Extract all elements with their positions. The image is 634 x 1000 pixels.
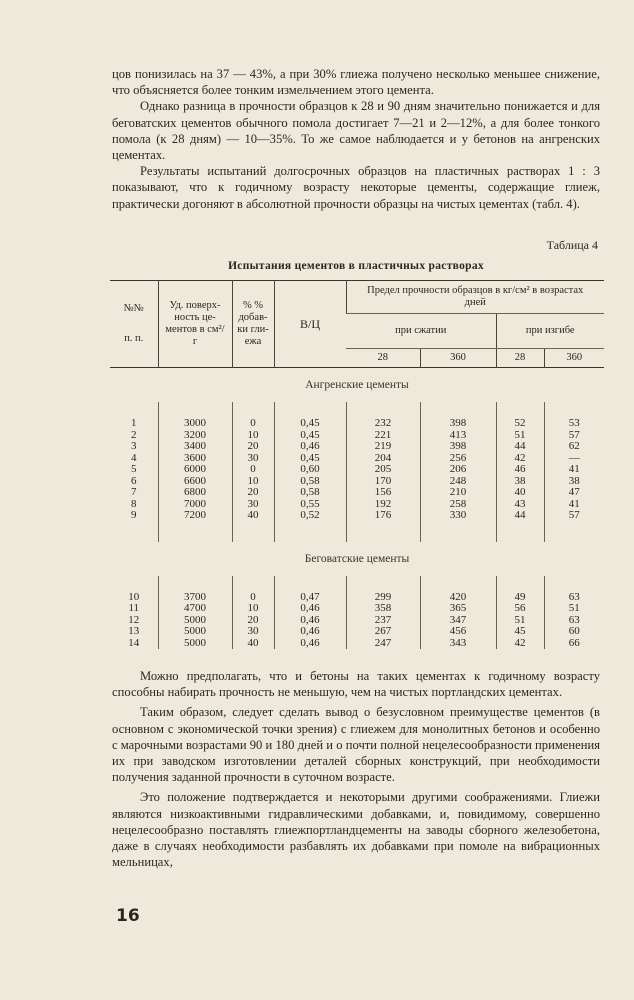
header-360-bending: 360 bbox=[544, 349, 604, 368]
cell-bend-28: 42 bbox=[496, 638, 544, 650]
cell-additive: 20 bbox=[232, 441, 274, 453]
header-28-compression: 28 bbox=[377, 352, 388, 363]
cell-bend-360: 53 bbox=[544, 418, 604, 430]
table-row bbox=[110, 464, 604, 476]
cell-bend-28: 51 bbox=[496, 430, 544, 442]
cell-comp-28: 170 bbox=[346, 476, 420, 488]
header-28-bending: 28 bbox=[496, 349, 544, 368]
cell-bend-360: 47 bbox=[544, 487, 604, 499]
cell-wc: 0,46 bbox=[274, 441, 346, 453]
cell-surface: 6600 bbox=[158, 476, 232, 488]
spacer-row bbox=[110, 576, 604, 592]
cell-surface: 6800 bbox=[158, 487, 232, 499]
cell-bend-28: 46 bbox=[496, 464, 544, 476]
cell-wc: 0,58 bbox=[274, 487, 346, 499]
header-360-compression: 360 bbox=[420, 349, 496, 368]
cell-number: 7 bbox=[131, 486, 137, 498]
cell-wc: 0,46 bbox=[274, 638, 346, 650]
cell-bend-28: 43 bbox=[496, 499, 544, 511]
cell-comp-360: 365 bbox=[420, 603, 496, 615]
cell-wc: 0,46 bbox=[274, 603, 346, 615]
cell-comp-28: 156 bbox=[346, 487, 420, 499]
top-text-block bbox=[112, 66, 600, 212]
table-row bbox=[110, 487, 604, 499]
cell-comp-360: 210 bbox=[420, 487, 496, 499]
cell-comp-360: 330 bbox=[420, 510, 496, 522]
paragraph: цов понизилась на 37 — 43%, а при 30% глиежа получено несколько меньшее снижение, что объясняется более тонким измельчением этого цемента. bbox=[112, 67, 600, 98]
cell-comp-360: 398 bbox=[420, 441, 496, 453]
paragraph: Это положение подтверждается и некоторыми другими соображениями. Глиежи являются низкоактивными гидравлическими добавками, и, повидимому, совершенно нецелесообразно поставлять глиежпортландцементы на заводы сборного железобетона, даже в случаях необходимости разбавлять их добавками при помоле на вибрационных мельницах, bbox=[112, 790, 600, 870]
cell-bend-28: 44 bbox=[496, 441, 544, 453]
table-row bbox=[110, 418, 604, 430]
cell-bend-360: 60 bbox=[544, 626, 604, 638]
cell-bend-360: 63 bbox=[544, 615, 604, 627]
cell-number: 8 bbox=[131, 497, 137, 510]
cell-surface: 5000 bbox=[158, 615, 232, 627]
spacer-row bbox=[110, 402, 604, 418]
cell-number: 6 bbox=[131, 474, 137, 487]
spacer-row bbox=[110, 522, 604, 542]
cell-surface: 6000 bbox=[158, 464, 232, 476]
cell-number: 13 bbox=[128, 625, 140, 637]
cell-number: 10 bbox=[128, 590, 140, 603]
cell-bend-28: 38 bbox=[496, 476, 544, 488]
cell-bend-28: 51 bbox=[496, 615, 544, 627]
cell-additive: 0 bbox=[232, 464, 274, 476]
cell-surface: 7200 bbox=[158, 510, 232, 522]
cell-bend-360: — bbox=[544, 453, 604, 465]
header-additive: % % добав- ки гли- ежа bbox=[232, 281, 274, 368]
cell-additive: 40 bbox=[232, 638, 274, 650]
table-row bbox=[110, 441, 604, 453]
cell-additive: 30 bbox=[232, 499, 274, 511]
table-row bbox=[110, 510, 604, 522]
cell-number: 3 bbox=[131, 440, 137, 452]
cell-surface: 3200 bbox=[158, 430, 232, 442]
cell-bend-28: 42 bbox=[496, 453, 544, 465]
cell-wc: 0,58 bbox=[274, 476, 346, 488]
table-label: Таблица 4 bbox=[546, 238, 598, 252]
cell-additive: 0 bbox=[232, 418, 274, 430]
page-number: 16 bbox=[116, 906, 140, 926]
table-row bbox=[110, 638, 604, 650]
table-row bbox=[110, 626, 604, 638]
group-row-begovat bbox=[110, 542, 604, 576]
cell-comp-28: 176 bbox=[346, 510, 420, 522]
cell-surface: 7000 bbox=[158, 499, 232, 511]
cell-additive: 10 bbox=[232, 476, 274, 488]
header-compression: при сжатии bbox=[346, 314, 496, 349]
cell-wc: 0,46 bbox=[274, 615, 346, 627]
cell-comp-360: 347 bbox=[420, 615, 496, 627]
cell-comp-360: 398 bbox=[420, 418, 496, 430]
table-title: Испытания цементов в пластичных растворах bbox=[228, 260, 484, 272]
cell-comp-28: 358 bbox=[346, 603, 420, 615]
cell-wc: 0,47 bbox=[274, 592, 346, 604]
cell-bend-360: 62 bbox=[544, 441, 604, 453]
cell-comp-360: 413 bbox=[420, 430, 496, 442]
paragraph: Результаты испытаний долгосрочных образцов на пластичных растворах 1 : 3 показывают, что к годичному возрасту некоторые цементы, содержащие глиеж, практически догоняют в абсолютной прочности образцы на чистых цементах (табл. 4). bbox=[112, 164, 600, 211]
header-surface: Уд. поверх- ность це- ментов в см²/г bbox=[158, 281, 232, 368]
cell-comp-360: 206 bbox=[420, 464, 496, 476]
cell-bend-28: 44 bbox=[496, 510, 544, 522]
bottom-text-block bbox=[112, 668, 600, 870]
cell-wc: 0,52 bbox=[274, 510, 346, 522]
cell-comp-28: 247 bbox=[346, 638, 420, 650]
table-row bbox=[110, 603, 604, 615]
cell-comp-360: 248 bbox=[420, 476, 496, 488]
cell-wc: 0,60 bbox=[274, 464, 346, 476]
cell-bend-28: 40 bbox=[496, 487, 544, 499]
cell-bend-360: 57 bbox=[544, 430, 604, 442]
cell-number: 1 bbox=[131, 417, 137, 429]
cell-comp-28: 219 bbox=[346, 441, 420, 453]
cell-surface: 3400 bbox=[158, 441, 232, 453]
cell-wc: 0,45 bbox=[274, 418, 346, 430]
cell-bend-360: 63 bbox=[544, 592, 604, 604]
cell-additive: 20 bbox=[232, 487, 274, 499]
cell-bend-360: 57 bbox=[544, 510, 604, 522]
cell-surface: 3600 bbox=[158, 453, 232, 465]
cell-additive: 10 bbox=[232, 430, 274, 442]
header-strength: Предел прочности образцов в кг/см² в возрастах дней bbox=[346, 281, 604, 314]
cell-bend-28: 45 bbox=[496, 626, 544, 638]
cell-number: 9 bbox=[131, 509, 137, 521]
cell-bend-28: 52 bbox=[496, 418, 544, 430]
cell-wc: 0,45 bbox=[274, 453, 346, 465]
cell-additive: 20 bbox=[232, 615, 274, 627]
cell-wc: 0,46 bbox=[274, 626, 346, 638]
cell-comp-360: 456 bbox=[420, 626, 496, 638]
header-number-line2: п. п. bbox=[124, 333, 144, 344]
cell-number: 2 bbox=[131, 428, 137, 441]
header-bending: при изгибе bbox=[496, 314, 604, 349]
header-number bbox=[110, 281, 158, 368]
cell-number: 5 bbox=[131, 463, 137, 475]
cell-additive: 40 bbox=[232, 510, 274, 522]
header-number-line1: №№ bbox=[123, 303, 144, 314]
cell-number: 12 bbox=[128, 613, 140, 626]
cell-number: 14 bbox=[128, 636, 140, 649]
header-wc: В/Ц bbox=[274, 281, 346, 368]
cell-additive: 30 bbox=[232, 453, 274, 465]
header-row-1 bbox=[110, 281, 604, 314]
cell-comp-28: 267 bbox=[346, 626, 420, 638]
cell-bend-28: 56 bbox=[496, 603, 544, 615]
cement-test-table bbox=[110, 280, 604, 649]
paragraph: Однако разница в прочности образцов к 28 и 90 дням значительно понижается и для беговатских цементов обычного помола достигает 7—21 и 2—12%, а для более тонкого помола (к 28 дням) — 10—35%. То же самое наблюдается и у бетонов на ангренских цементах. bbox=[112, 99, 600, 163]
cell-comp-28: 232 bbox=[346, 418, 420, 430]
cell-additive: 10 bbox=[232, 603, 274, 615]
paragraph: Таким образом, следует сделать вывод о безусловном преимуществе цементов (в основном с экономической точки зрения) с глиежем для монолитных бетонов и особенно с марочными возрастами 90 и 180 дней и о почти полной нецелесообразности применения их при заводском изготовлении деталей сборных конструкций, при необходимости получения заданной прочности в суточном возрасте. bbox=[112, 705, 600, 785]
cell-comp-28: 204 bbox=[346, 453, 420, 465]
cell-bend-360: 41 bbox=[544, 499, 604, 511]
cell-surface: 5000 bbox=[158, 638, 232, 650]
cell-number: 4 bbox=[131, 451, 137, 464]
cell-bend-360: 41 bbox=[544, 464, 604, 476]
cell-bend-360: 38 bbox=[544, 476, 604, 488]
cell-comp-28: 221 bbox=[346, 430, 420, 442]
cell-additive: 30 bbox=[232, 626, 274, 638]
cell-wc: 0,55 bbox=[274, 499, 346, 511]
cell-surface: 3000 bbox=[158, 418, 232, 430]
group-label: Беговатские цементы bbox=[304, 552, 410, 565]
cell-comp-360: 258 bbox=[420, 499, 496, 511]
cell-surface: 3700 bbox=[158, 592, 232, 604]
cell-comp-28: 192 bbox=[346, 499, 420, 511]
cell-surface: 4700 bbox=[158, 603, 232, 615]
cell-comp-28: 299 bbox=[346, 592, 420, 604]
cell-bend-28: 49 bbox=[496, 592, 544, 604]
cell-bend-360: 66 bbox=[544, 638, 604, 650]
cell-comp-360: 343 bbox=[420, 638, 496, 650]
cell-surface: 5000 bbox=[158, 626, 232, 638]
cell-bend-360: 51 bbox=[544, 603, 604, 615]
cell-number: 11 bbox=[128, 602, 140, 614]
cell-comp-360: 420 bbox=[420, 592, 496, 604]
cell-additive: 0 bbox=[232, 592, 274, 604]
cell-wc: 0,45 bbox=[274, 430, 346, 442]
group-label: Ангренские цементы bbox=[305, 379, 409, 391]
cell-comp-28: 237 bbox=[346, 615, 420, 627]
cell-comp-28: 205 bbox=[346, 464, 420, 476]
cell-comp-360: 256 bbox=[420, 453, 496, 465]
group-row-angren bbox=[110, 368, 604, 403]
paragraph: Можно предполагать, что и бетоны на таких цементах к годичному возрасту способны набирать прочность не меньшую, чем на чистых портландских цементах. bbox=[112, 669, 600, 700]
